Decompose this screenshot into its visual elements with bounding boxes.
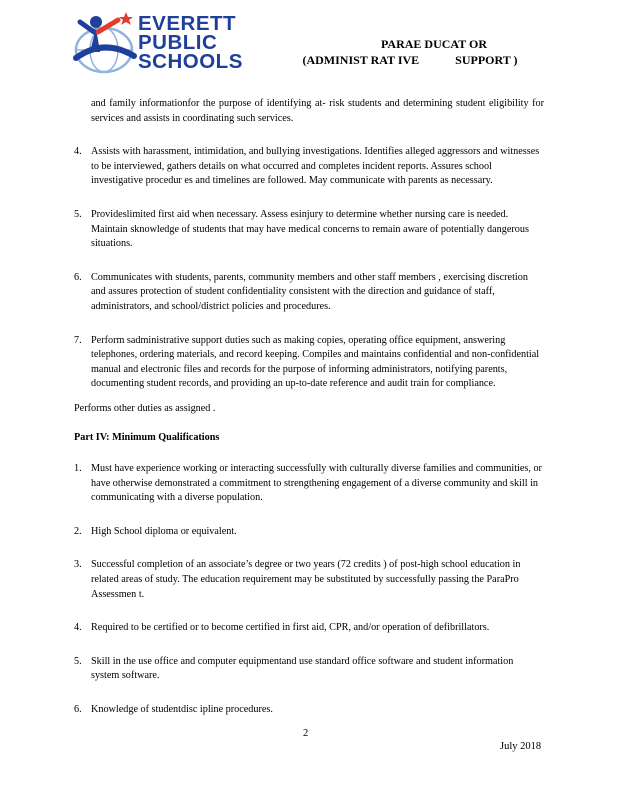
- logo-emblem-icon: [70, 8, 140, 80]
- duty-text: Assists with harassment, intimidation, and bullying investigations. Identifies alleged aggressors and witnesses to be interviewed, gathers details on what occurred and completes incident reports. Assures school investigative procedur es and timelines are followed. May communicate with parents as necessary.: [91, 146, 540, 187]
- qualification-text: Required to be certified or to become certified in first aid, CPR, and/or operation of defibrillators.: [91, 622, 490, 634]
- logo-line-3: SCHOOLS: [138, 50, 243, 73]
- logo-line-1: EVERETT: [138, 12, 237, 35]
- qualification-text: Successful completion of an associate’s degree or two years (72 credits ) of post-high school education in related areas of study. The education requirement may be substituted by successfully passing the ParaPro Assessmen t.: [91, 559, 521, 600]
- qualification-item: [74, 558, 544, 602]
- footer-date: July 2018: [500, 741, 542, 752]
- title-line-2: (ADMINIST RAT IVE SUPPORT ): [302, 53, 518, 67]
- document-title: [300, 36, 520, 68]
- qualification-text: Knowledge of studentdisc ipline procedures.: [91, 704, 273, 716]
- qualification-number: 6.: [74, 704, 82, 716]
- duty-item: [74, 145, 544, 189]
- qualification-item: [74, 525, 544, 540]
- qualification-text: High School diploma or equivalent.: [91, 525, 237, 537]
- qualification-number: 2.: [74, 525, 82, 537]
- duty-text: Provideslimited first aid when necessary. Assess esinjury to determine whether nursing care is needed. Maintain sknowledge of students that may have medical concerns to remain aware of potentially dangerous situations.: [91, 208, 529, 250]
- section-heading: Part IV: Minimum Qualifications: [74, 431, 220, 443]
- duty-number: 6.: [74, 271, 82, 283]
- qualification-text: Skill in the use office and computer equipmentand use standard office software and student information system software.: [91, 655, 514, 682]
- page-number: 2: [303, 728, 309, 739]
- qualification-text: Must have experience working or interacting successfully with culturally diverse families and communities, or have otherwise demonstrated a commitment to strengthening engagement of a diverse community and skill in communicating with a diverse population.: [91, 463, 542, 504]
- duty-text: Communicates with students, parents, community members and other staff members , exercising discretion and assures protection of student confidentiality consistent with the direction and guidance of staff, administrators, and school/district policies and procedures.: [91, 271, 528, 312]
- title-line-1: PARAE DUCAT OR: [380, 37, 487, 51]
- qualification-item: [74, 621, 544, 636]
- logo-wordmark: [138, 14, 243, 71]
- everett-public-schools-logo: [70, 8, 243, 80]
- other-duties-line: Performs other duties as assigned .: [74, 402, 216, 414]
- duty-item: [74, 208, 544, 252]
- duty-item: [74, 334, 544, 392]
- duty-number: 4.: [74, 146, 82, 158]
- document-body: [74, 97, 544, 737]
- continuation-paragraph: and family informationfor the purpose of identifying at- risk students and determining student eligibility for services and assists in coordinating such services.: [91, 98, 544, 124]
- qualification-number: 3.: [74, 559, 82, 571]
- duty-text: Perform sadministrative support duties such as making copies, operating office equipment, answering telephones, ordering materials, and record keeping. Compiles and maintains confidential and non-confidential manual and electronic files and records for the purpose of informing administrators, notifying parents, documenting student records, and providing an up-to-date reference and audit train for compliance.: [91, 334, 540, 390]
- duty-number: 7.: [74, 334, 82, 346]
- logo-line-2: PUBLIC: [138, 31, 218, 54]
- qualification-item: [74, 655, 544, 684]
- qualification-number: 5.: [74, 655, 82, 667]
- qualification-item: [74, 462, 544, 506]
- duty-item: [74, 271, 544, 315]
- qualification-number: 1.: [74, 463, 82, 475]
- qualification-item: [74, 703, 544, 718]
- qualification-number: 4.: [74, 622, 82, 634]
- duty-number: 5.: [74, 208, 82, 220]
